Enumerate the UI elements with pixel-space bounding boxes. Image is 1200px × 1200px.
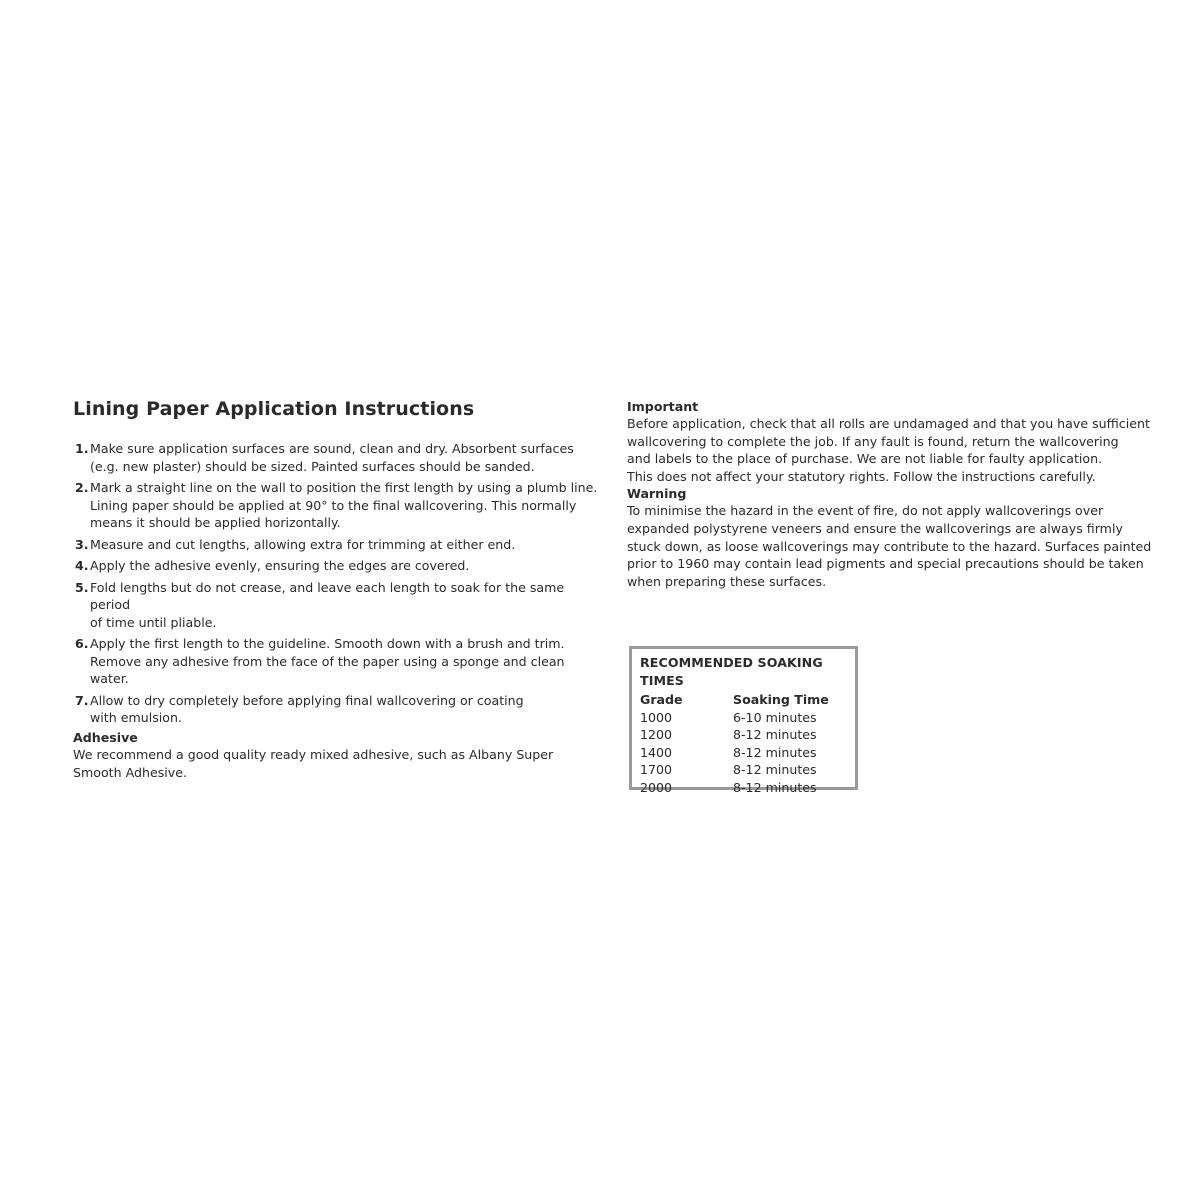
step-text-line: (e.g. new plaster) should be sized. Painted surfaces should be sanded. — [90, 458, 535, 474]
step-text-line: Allow to dry completely before applying final wallcovering or coating — [90, 692, 524, 708]
instructions-column — [73, 398, 603, 781]
soaking-time-cell: 8-12 minutes — [733, 762, 817, 777]
step-text-line: Mark a straight line on the wall to position the first length by using a plumb line. — [90, 480, 598, 495]
step-text-line: Apply the adhesive evenly, ensuring the edges are covered. — [90, 558, 470, 573]
step-item — [73, 536, 603, 554]
important-line: wallcovering to complete the job. If any fault is found, return the wallcovering — [627, 433, 1119, 449]
step-item — [73, 557, 603, 575]
grade-column-header: Grade — [640, 692, 683, 707]
step-text-line: Remove any adhesive from the face of the paper using a sponge and clean water. — [90, 653, 565, 686]
step-text-line: Apply the first length to the guideline. Smooth down with a brush and trim. — [90, 636, 565, 651]
important-line: This does not affect your statutory rights. Follow the instructions carefully. — [627, 468, 1096, 484]
step-text-line: with emulsion. — [90, 710, 182, 725]
warning-line: when preparing these surfaces. — [627, 573, 827, 589]
warning-heading: Warning — [627, 486, 687, 502]
step-item — [73, 579, 603, 632]
step-number: 4. — [75, 558, 89, 573]
step-item — [73, 692, 603, 727]
step-text-line: Lining paper should be applied at 90° to the final wallcovering. This normally — [90, 497, 577, 513]
step-item — [73, 635, 603, 688]
step-text-line: Fold lengths but do not crease, and leave each length to soak for the same period — [90, 579, 565, 612]
important-line: and labels to the place of purchase. We are not liable for faulty application. — [627, 451, 1103, 467]
grade-cell: 1400 — [640, 744, 673, 760]
page-title: Lining Paper Application Instructions — [73, 398, 475, 420]
step-number: 5. — [75, 579, 89, 595]
step-number: 7. — [75, 692, 89, 708]
soaking-time-cell: 8-12 minutes — [733, 744, 817, 760]
soaking-table-title: RECOMMENDED SOAKING TIMES — [640, 655, 823, 688]
warning-line: To minimise the hazard in the event of fire, do not apply wallcoverings over — [627, 503, 1104, 519]
important-text — [627, 415, 1167, 485]
warning-line: prior to 1960 may contain lead pigments and special precautions should be taken — [627, 556, 1144, 572]
table-row — [640, 709, 847, 727]
step-text-line: Measure and cut lengths, allowing extra for trimming at either end. — [90, 536, 516, 552]
step-text-line: means it should be applied horizontally. — [90, 515, 341, 530]
grade-cell: 1200 — [640, 727, 673, 742]
adhesive-line: Smooth Adhesive. — [73, 764, 187, 780]
table-row — [640, 779, 847, 797]
step-number: 6. — [75, 636, 89, 651]
table-row — [640, 761, 847, 779]
step-text-line: Make sure application surfaces are sound, clean and dry. Absorbent surfaces — [90, 441, 574, 456]
warning-text — [627, 502, 1167, 590]
step-number: 1. — [75, 441, 89, 456]
table-row — [640, 744, 847, 762]
grade-cell: 1000 — [640, 709, 673, 725]
step-number: 3. — [75, 536, 89, 552]
soaking-time-cell: 8-12 minutes — [733, 779, 817, 795]
step-number: 2. — [75, 480, 89, 495]
notices-column — [627, 398, 1167, 590]
important-line: Before application, check that all rolls are undamaged and that you have sufficient — [627, 416, 1150, 431]
step-item — [73, 440, 603, 475]
grade-cell: 2000 — [640, 779, 673, 795]
soaking-time-column-header: Soaking Time — [733, 692, 829, 707]
table-row — [640, 726, 847, 744]
adhesive-line: We recommend a good quality ready mixed adhesive, such as Albany Super — [73, 747, 554, 762]
warning-line: expanded polystyrene veneers and ensure the wallcoverings are always firmly — [627, 520, 1123, 536]
warning-line: stuck down, as loose wallcoverings may contribute to the hazard. Surfaces painted — [627, 538, 1152, 554]
important-heading: Important — [627, 399, 699, 414]
grade-cell: 1700 — [640, 762, 673, 777]
adhesive-text — [73, 746, 603, 781]
soaking-times-table — [629, 646, 858, 795]
steps-list — [73, 440, 603, 727]
soaking-time-cell: 6-10 minutes — [733, 709, 817, 725]
soaking-time-cell: 8-12 minutes — [733, 727, 817, 742]
adhesive-heading: Adhesive — [73, 729, 138, 745]
soaking-table-header — [640, 691, 847, 709]
step-text-line: of time until pliable. — [90, 614, 217, 630]
step-item — [73, 479, 603, 532]
